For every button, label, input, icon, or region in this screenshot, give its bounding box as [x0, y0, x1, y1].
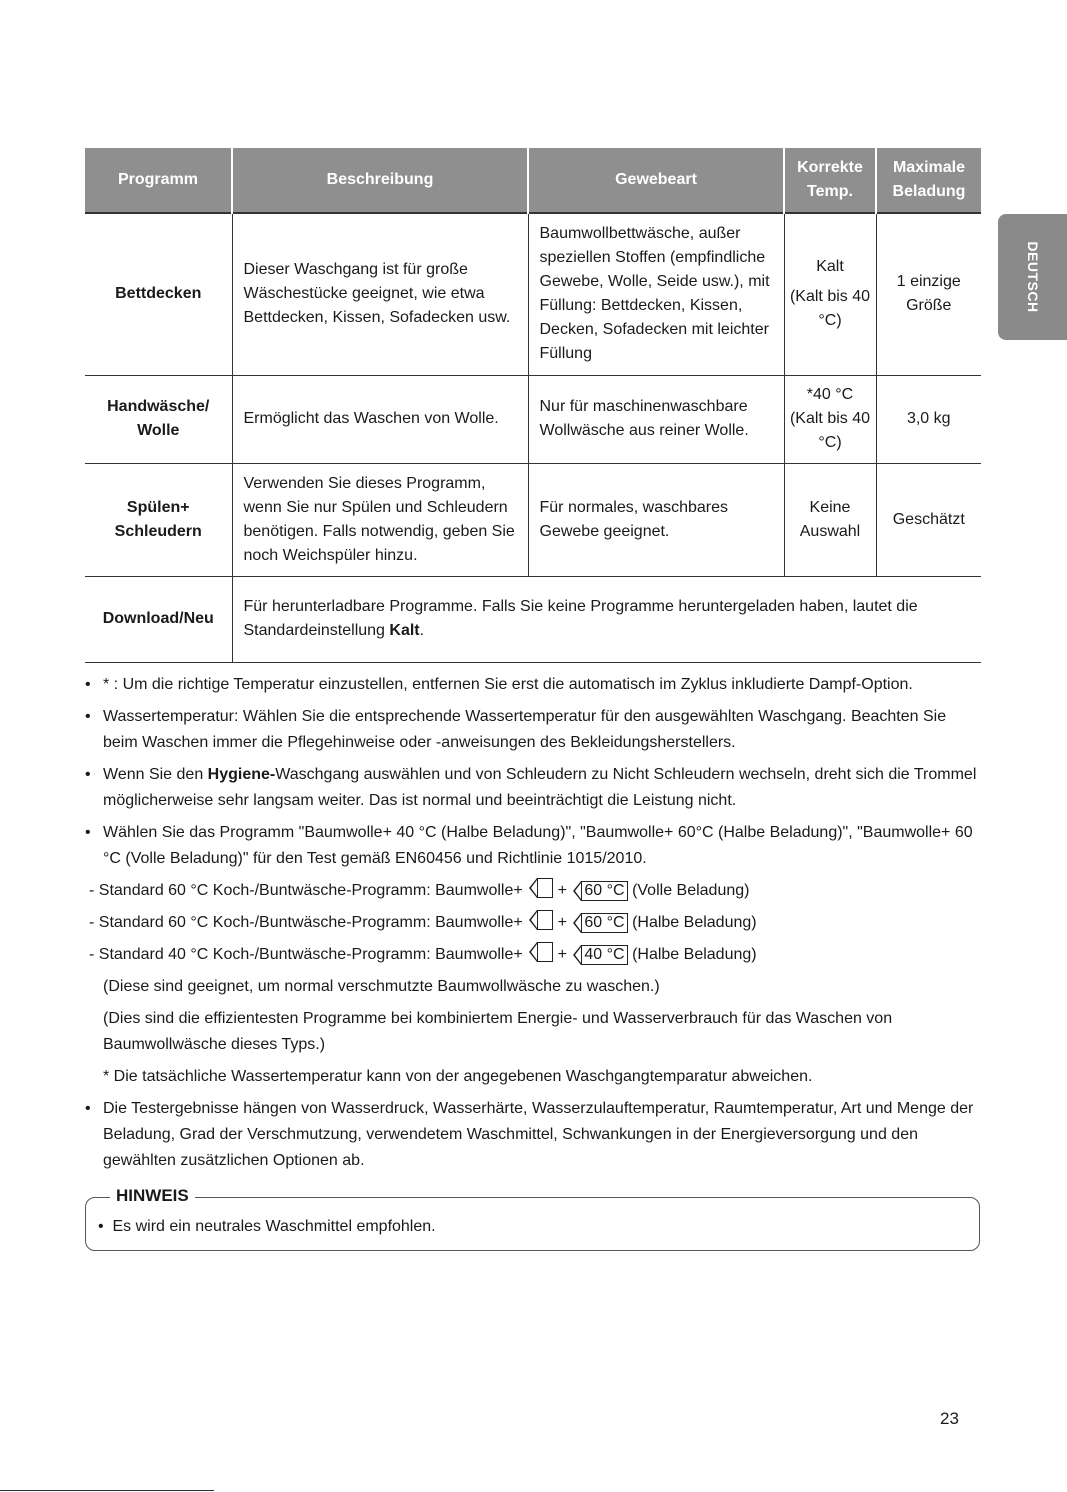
- standard-text: - Standard 40 °C Koch-/Buntwäsche-Programm: Baumwolle+: [89, 946, 523, 963]
- program-load: Geschätzt: [876, 463, 981, 576]
- bullet-text: * : Um die richtige Temperatur einzustellen, entfernen Sie erst die automatisch im Zyklus inkludierte Dampf-Option.: [103, 676, 913, 693]
- standard-load: (Halbe Beladung): [632, 914, 757, 931]
- language-tab-label: DEUTSCH: [1024, 241, 1041, 313]
- program-fabric: Für normales, waschbares Gewebe geeignet.: [528, 463, 784, 576]
- language-tab: [998, 214, 1067, 340]
- paragraph: (Dies sind die effizientesten Programme bei kombiniertem Energie- und Wasserverbrauch für das Waschen von Baumwollwäsche dieses Typs.): [103, 1010, 893, 1053]
- cotton-key-icon: [537, 910, 553, 930]
- standard-program-line: [85, 910, 985, 936]
- paragraph: (Diese sind geeignet, um normal verschmutzte Baumwollwäsche zu waschen.): [103, 978, 660, 995]
- list-item: • Wassertemperatur: Wählen Sie die entsprechende Wassertemperatur für den ausgewählten Waschgang. Beachten Sie beim Waschen immer die Pflegehinweise oder -anweisungen des Bekleidungsherstellers.: [85, 708, 947, 751]
- paragraph: * Die tatsächliche Wassertemperatur kann von der angegebenen Waschgangtemparatur abweichen.: [103, 1068, 813, 1085]
- bullet-text: Die Testergebnisse hängen von Wasserdruck, Wasserhärte, Wasserzulauftemperatur, Raumtemperatur, Art und Menge der Beladung, Grad der Verschmutzung, verwendetem Waschmittel, Schwankungen in der Energieversorgung und den gewählten zusätzlichen Optionen ab.: [103, 1100, 974, 1169]
- list-item: • * : Um die richtige Temperatur einzustellen, entfernen Sie erst die automatisch im Zyklus inkludierte Dampf-Option.: [85, 676, 913, 693]
- table-row: [85, 463, 981, 576]
- standard-text: - Standard 60 °C Koch-/Buntwäsche-Programm: Baumwolle+: [89, 882, 523, 899]
- standard-text: - Standard 60 °C Koch-/Buntwäsche-Programm: Baumwolle+: [89, 914, 523, 931]
- standard-load: (Volle Beladung): [632, 882, 750, 899]
- table-row: [85, 213, 981, 375]
- temp-primary: Kalt: [816, 258, 844, 276]
- standard-load: (Halbe Beladung): [632, 946, 757, 963]
- program-load: 3,0 kg: [876, 375, 981, 463]
- note-title: HINWEIS: [110, 1185, 195, 1207]
- program-name: Handwäsche/ Wolle: [85, 375, 232, 463]
- program-description: Ermöglicht das Waschen von Wolle.: [232, 375, 528, 463]
- download-desc-bold: Kalt: [389, 622, 420, 639]
- cotton-key-icon: [537, 878, 553, 898]
- footer-divider: [0, 1490, 214, 1491]
- plus-sign: +: [557, 946, 567, 963]
- program-description: [232, 576, 981, 662]
- temp-key-icon: 60 °C: [581, 913, 627, 933]
- bullet-text: Wählen Sie das Programm "Baumwolle+ 40 °C (Halbe Beladung)", "Baumwolle+ 60°C (Halbe Beladung)", "Baumwolle+ 60 °C (Volle Beladung)" für den Test gemäß EN60456 und Richtlinie 1015/2010.: [103, 824, 973, 867]
- note-item-text: Es wird ein neutrales Waschmittel empfohlen.: [112, 1218, 436, 1235]
- program-description: Verwenden Sie dieses Programm, wenn Sie nur Spülen und Schleudern benötigen. Falls notwendig, geben Sie noch Weichspüler hinzu.: [232, 463, 528, 576]
- program-temp: [784, 463, 876, 576]
- temp-primary: Keine Auswahl: [799, 498, 861, 540]
- cotton-key-icon: [537, 942, 553, 962]
- header-temp: Korrekte Temp.: [784, 148, 876, 213]
- program-name: Bettdecken: [85, 213, 232, 375]
- bullet-text-pre: Wenn Sie den: [103, 766, 208, 783]
- temp-range: (Kalt bis 40 °C): [789, 410, 871, 451]
- program-description: Dieser Waschgang ist für große Wäschestücke geeignet, wie etwa Bettdecken, Kissen, Sofadecken usw.: [232, 213, 528, 375]
- program-fabric: Nur für maschinenwaschbare Wollwäsche aus reiner Wolle.: [528, 375, 784, 463]
- note-box: [85, 1186, 980, 1251]
- table-header-row: [85, 148, 981, 213]
- page-number: 23: [940, 1409, 959, 1428]
- bullet-text: Wassertemperatur: Wählen Sie die entsprechende Wassertemperatur für den ausgewählten Waschgang. Beachten Sie beim Waschen immer die Pflegehinweise oder -anweisungen des Bekleidungsherstellers.: [103, 708, 947, 751]
- table-row: [85, 375, 981, 463]
- program-name: Download/Neu: [85, 576, 232, 662]
- temp-key-icon: 60 °C: [581, 881, 627, 901]
- list-item: • Die Testergebnisse hängen von Wasserdruck, Wasserhärte, Wasserzulauftemperatur, Raumtemperatur, Art und Menge der Beladung, Grad der Verschmutzung, verwendetem Waschmittel, Schwankungen in der Energieversorgung und den gewählten zusätzlichen Optionen ab.: [85, 1100, 974, 1169]
- bullet-text-bold: Hygiene-: [207, 766, 276, 783]
- program-load: 1 einzige Größe: [876, 213, 981, 375]
- header-fabric: Gewebeart: [528, 148, 784, 213]
- header-load: Maximale Beladung: [876, 148, 981, 213]
- program-temp: [784, 213, 876, 375]
- download-desc-end: .: [419, 622, 425, 639]
- program-table: [85, 148, 981, 663]
- temp-range: (Kalt bis 40 °C): [789, 288, 871, 330]
- program-temp: [784, 375, 876, 463]
- standard-program-line: [85, 878, 985, 904]
- program-name: Spülen+ Schleudern: [85, 463, 232, 576]
- standard-program-line: [85, 942, 985, 968]
- plus-sign: +: [557, 882, 567, 899]
- note-item: • Es wird ein neutrales Waschmittel empfohlen.: [98, 1218, 436, 1235]
- bullet-text-post: Waschgang auswählen und von Schleudern zu Nicht Schleudern wechseln, dreht sich die Trommel möglicherweise sehr langsam weiter. Das ist normal und beeinträchtigt die Leistung nicht.: [103, 766, 977, 809]
- temp-key-icon: 40 °C: [581, 945, 627, 965]
- temp-primary: *40 °C: [806, 386, 854, 403]
- download-desc-text: Für herunterladbare Programme. Falls Sie keine Programme heruntergeladen haben, lautet die Standardeinstellung: [243, 598, 918, 639]
- header-program: Programm: [85, 148, 232, 213]
- table-row: [85, 576, 981, 662]
- header-description: Beschreibung: [232, 148, 528, 213]
- plus-sign: +: [557, 914, 567, 931]
- program-fabric: Baumwollbettwäsche, außer speziellen Stoffen (empfindliche Gewebe, Wolle, Seide usw.), mit Füllung: Bettdecken, Kissen, Decken, Sofadecken mit leichter Füllung: [528, 213, 784, 375]
- list-item: • Wählen Sie das Programm "Baumwolle+ 40 °C (Halbe Beladung)", "Baumwolle+ 60°C (Halbe Beladung)", "Baumwolle+ 60 °C (Volle Beladung)" für den Test gemäß EN60456 und Richtlinie 1015/2010.: [85, 824, 973, 867]
- list-item: • Wenn Sie den Hygiene-Waschgang auswählen und von Schleudern zu Nicht Schleudern wechseln, dreht sich die Trommel möglicherweise sehr langsam weiter. Das ist normal und beeinträchtigt die Leistung nicht.: [85, 766, 977, 809]
- notes-list: [85, 672, 985, 1180]
